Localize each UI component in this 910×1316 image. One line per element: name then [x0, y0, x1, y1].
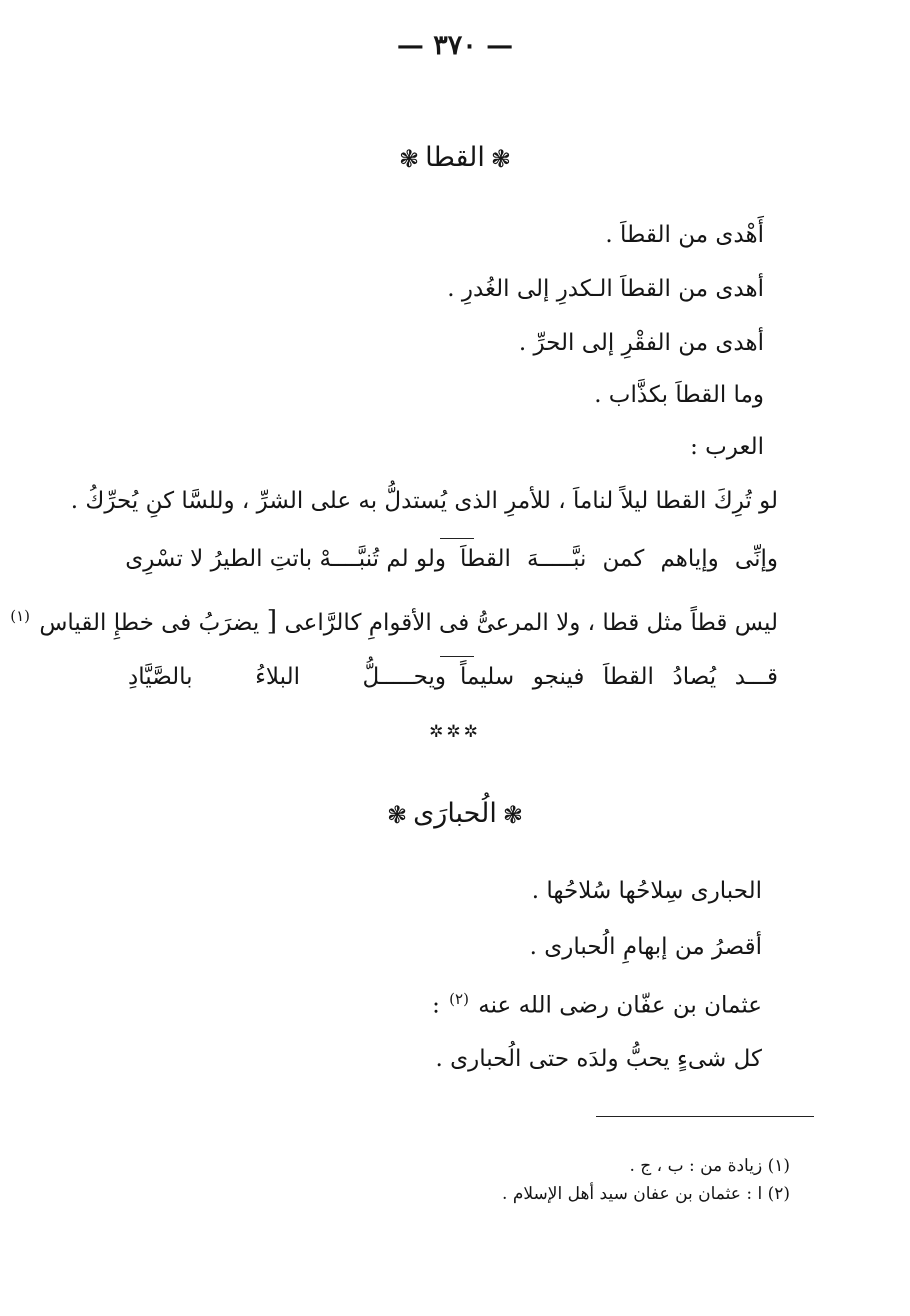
footnote-2-text: ا : عثمان بن عفان سيد أهل الإسلام .: [502, 1184, 763, 1204]
hubara-attribution: [432, 990, 762, 1019]
bracket-open: [: [266, 606, 278, 637]
footnote-1: [630, 1156, 791, 1176]
hubara-line-1: الحبارى سِلاحُها سُلاحُها .: [531, 878, 762, 904]
footnote-2: [502, 1184, 790, 1204]
verse-2-separator: [440, 656, 474, 657]
verse-1-separator: [440, 538, 474, 539]
bracket-close: [0, 606, 1, 637]
attribution-text: عثمان بن عفّان رضى الله عنه: [478, 992, 762, 1019]
proverb-line-1: أَهْدى من القطاَ .: [605, 222, 764, 248]
proverb-line-4: وما القطاَ بكذَّاب .: [594, 382, 764, 408]
bracket-note: يضرَبُ فى خطإِ القياس: [39, 610, 260, 636]
verse-2: [128, 664, 778, 704]
proverb-text: ليس قطاً مثل قطا ، ولا المرعىُّ فى الأقوامِ كالرَّاعى: [284, 610, 778, 636]
verse-1-second-hemistich: ولو لم تُنبَّــــهْ باتتِ الطيرُ لا تسْرِى: [125, 546, 446, 572]
verse-1-first-hemistich: وإنِّى وإياهم كمن نبَّـــــهَ القطاَ: [460, 546, 778, 572]
footnote-1-number: (١): [767, 1156, 790, 1176]
section-title-hubara-text: الُحبارَى: [413, 798, 497, 829]
proverb-line-5: لو تُرِكَ القطا ليلاً لناماَ ، للأمرِ الذى يُستدلُّ به على الشرِّ ، وللسَّا كنِ يُحرِّكُ .: [70, 488, 778, 514]
ornament-left-icon: ❃: [399, 144, 420, 173]
attribution-arabs: العرب :: [690, 434, 764, 460]
section-title-qata-text: القطا: [425, 142, 485, 173]
footnote-ref-1: (١): [10, 607, 31, 626]
ornament-right-icon: ❃: [502, 800, 523, 829]
footnote-1-text: زيادة من : ب ، ج .: [629, 1156, 763, 1176]
page-number: — ٣٧٠ —: [396, 30, 514, 61]
section-title-hubara: [0, 798, 910, 829]
divider-stars: ✲✲✲: [429, 722, 481, 742]
ornament-right-icon: ❃: [490, 144, 511, 173]
verse-2-second-hemistich: ويحـــــلُّ البلاءُ بالصَّيَّادِ: [128, 664, 446, 690]
footnote-ref-2: (٢): [449, 990, 469, 1008]
hubara-line-2: أقصرُ من إبهامِ الُحبارى .: [529, 934, 762, 960]
footnote-rule: [596, 1116, 814, 1117]
ornament-left-icon: ❃: [387, 800, 408, 829]
verse-2-first-hemistich: قـــد يُصادُ القطاَ فينجو سليماً: [460, 664, 778, 690]
proverb-line-6: [0, 606, 778, 637]
section-title-qata: [0, 142, 910, 173]
proverb-line-3: أهدى من الفقْرِ إلى الحرِّ .: [518, 330, 764, 356]
proverb-line-2: أهدى من القطاَ الـكدرِ إلى الغُدرِ .: [447, 276, 764, 302]
attribution-colon: :: [432, 992, 440, 1019]
footnote-2-number: (٢): [767, 1184, 790, 1204]
verse-1: [125, 546, 778, 586]
hubara-line-3: كل شىءٍ يحبُّ ولدَه حتى الُحبارى .: [435, 1046, 762, 1072]
